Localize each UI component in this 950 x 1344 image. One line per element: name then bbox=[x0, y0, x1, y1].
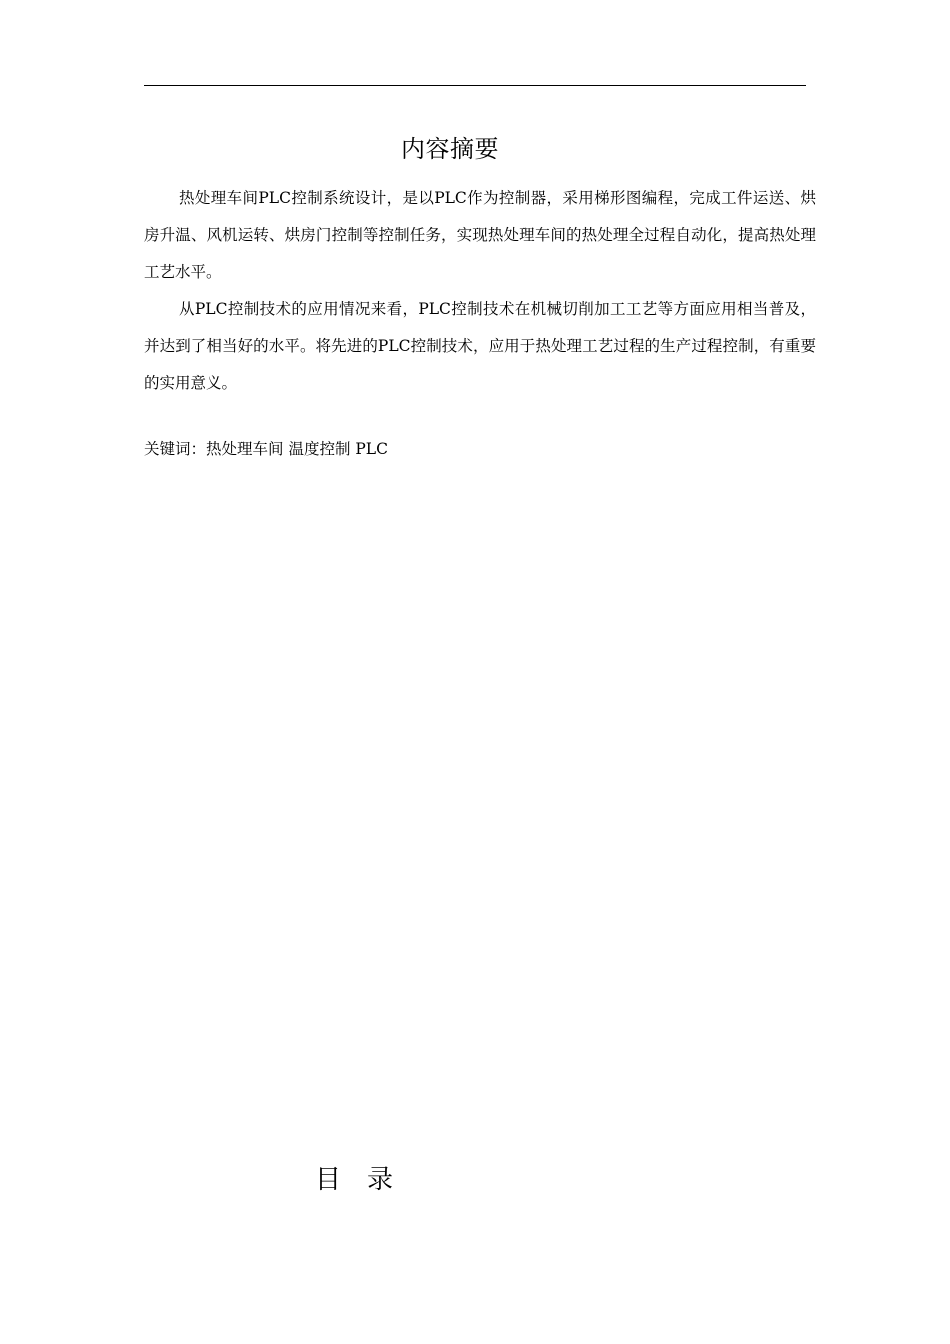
keywords-value: 热处理车间 温度控制 PLC bbox=[206, 440, 388, 458]
header-rule bbox=[144, 85, 806, 86]
keywords-label: 关键词： bbox=[144, 440, 207, 458]
abstract-paragraph-1: 热处理车间PLC控制系统设计，是以PLC作为控制器，采用梯形图编程，完成工件运送、烘房升温、风机运转、烘房门控制等控制任务，实现热处理车间的热处理全过程自动化，提高热处理工艺水平。 bbox=[144, 189, 816, 281]
toc-title-char-2: 录 bbox=[367, 1165, 398, 1195]
abstract-title: 内容摘要 bbox=[401, 135, 499, 163]
keywords-line bbox=[144, 434, 816, 464]
abstract-body bbox=[144, 180, 816, 402]
abstract-paragraph-2: 从PLC控制技术的应用情况来看，PLC控制技术在机械切削加工工艺等方面应用相当普及，并达到了相当好的水平。将先进的PLC控制技术，应用于热处理工艺过程的生产过程控制，有重要的实用意义。 bbox=[144, 300, 816, 392]
toc-title-char-1: 目 bbox=[315, 1165, 346, 1195]
toc-title bbox=[315, 1160, 397, 1200]
